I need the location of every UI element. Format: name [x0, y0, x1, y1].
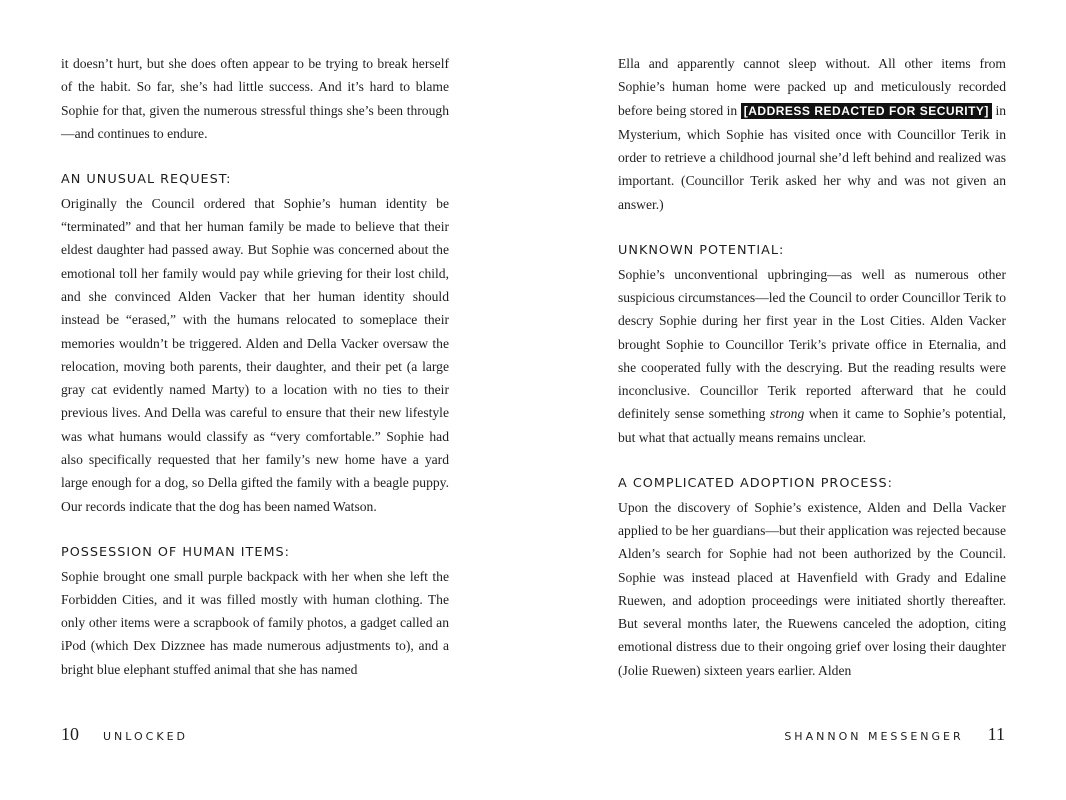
text-before-redaction: Ella and apparently cannot sleep without. All other items from Sophie’s human home were packed up and meticulously recorded before being stored in: [618, 56, 1006, 118]
running-head-title: UNLOCKED: [103, 730, 188, 743]
body-text: when it came to Sophie’s potential, but what that actually means remains unclear.: [618, 406, 1007, 445]
left-footer: [61, 724, 188, 745]
continued-paragraph-right: [618, 52, 1006, 216]
section-body-unusual-request: Originally the Council ordered that Sophie’s human identity be “terminated” and that her human family be made to believe that their eldest daughter had passed away. But Sophie was concerned about the emotional toll her family would pay while grieving for their lost child, and she convinced Alden Vacker that her human identity should instead be “erased,” with the humans relocated to someplace their memories wouldn’t be triggered. Alden and Della Vacker oversaw the relocation, moving both parents, their daughter, and their pet (a large gray cat evidently named Marty) to a location with no ties to their previous lives. And Della was careful to ensure that their new lifestyle was what humans would classify as “very comfortable.” Sophie had also specifically requested that her family’s new home have a yard large enough for a dog, so Della gifted the family with a beagle puppy. Our records indicate that the dog has been named Watson.: [61, 195, 449, 514]
section-heading-human-items: POSSESSION OF HUMAN ITEMS:: [61, 545, 290, 561]
section-heading-unusual-request: AN UNUSUAL REQUEST:: [61, 172, 232, 188]
left-page: [61, 52, 449, 681]
section-body-human-items: Sophie brought one small purple backpack with her when she left the Forbidden Cities, and it was filled mostly with human clothing. The only other items were a scrapbook of family photos, a gadget called an iPod (which Dex Dizznee has made numerous adjustments to), and a bright blue elephant stuffed animal that she has named: [61, 568, 449, 677]
redaction-box: [ADDRESS REDACTED FOR SECURITY]: [741, 103, 992, 119]
page-number: 11: [987, 724, 1005, 744]
body-text: Sophie’s unconventional upbringing—as well as numerous other suspicious circumstances—led the Council to order Councillor Terik to descry Sophie during her first year in the Lost Cities. Alden Vacker brought Sophie to Councillor Terik’s private office in Eternalia, and she cooperated fully with the descrying. But the reading results were inconclusive. Councillor Terik reported afterward that he could definitely sense something: [618, 266, 1006, 422]
page-number: 10: [61, 724, 79, 744]
text-after-redaction: in Mysterium, which Sophie has visited once with Councillor Terik in order to retrieve a childhood journal she’d left behind and realized was important. (Councillor Terik asked her why and was not given an answer.): [618, 102, 1007, 212]
continued-paragraph: it doesn’t hurt, but she does often appear to be trying to break herself of the habit. So far, she’s had little success. And it’s hard to blame Sophie for that, given the numerous stressful things she’s been through—and continues to endure.: [61, 56, 449, 141]
section-heading-adoption: A COMPLICATED ADOPTION PROCESS:: [618, 476, 893, 492]
section-body-unknown-potential: [618, 263, 1006, 449]
section-body-adoption: Upon the discovery of Sophie’s existence, Alden and Della Vacker applied to be her guardians—but their application was rejected because Alden’s search for Sophie had not been authorized by the Council. Sophie was instead placed at Havenfield with Grady and Edaline Ruewen, and adoption proceedings were initiated shortly thereafter. But several months later, the Ruewens canceled the adoption, citing emotional distress due to their ongoing grief over losing their daughter (Jolie Ruewen) sixteen years earlier. Alden: [618, 499, 1006, 678]
emphasis-text: strong: [770, 406, 805, 422]
right-page: [618, 52, 1006, 682]
right-footer: [784, 724, 1005, 745]
section-heading-unknown-potential: UNKNOWN POTENTIAL:: [618, 243, 785, 259]
running-head-author: SHANNON MESSENGER: [784, 730, 964, 743]
